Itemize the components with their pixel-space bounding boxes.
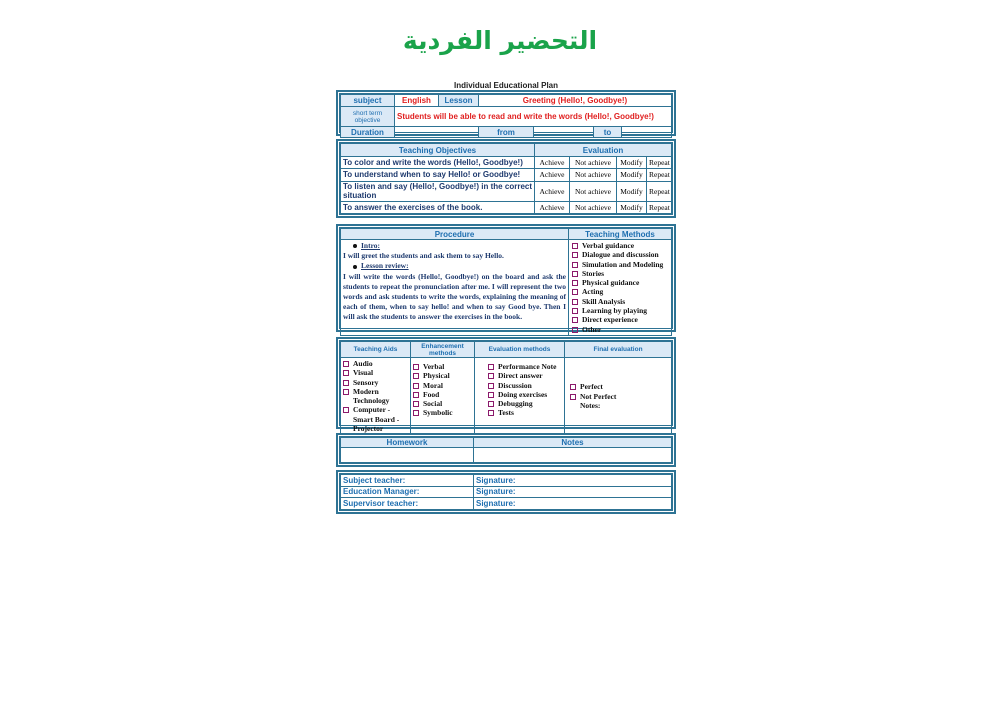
checkbox-icon xyxy=(572,262,578,268)
objective-text: To answer the exercises of the book. xyxy=(341,201,535,213)
list-item[interactable]: Moral xyxy=(412,381,473,390)
list-item[interactable]: Sensory xyxy=(342,378,409,387)
evaluation-methods-header: Evaluation methods xyxy=(475,342,565,358)
checkbox-icon xyxy=(572,252,578,258)
objectives-table xyxy=(340,143,672,214)
checkbox-icon xyxy=(343,361,349,367)
subject-value: English xyxy=(395,95,439,107)
notes-field[interactable] xyxy=(474,448,672,463)
list-item[interactable]: Modern Technology xyxy=(342,387,409,406)
objective-text: To listen and say (Hello!, Goodbye!) in the correct situation xyxy=(341,181,535,201)
procedure-content xyxy=(341,240,569,336)
objectives-block xyxy=(336,139,676,218)
repeat-option[interactable]: Repeat xyxy=(647,169,672,181)
not-achieve-option[interactable]: Not achieve xyxy=(570,201,617,213)
to-label: to xyxy=(594,127,622,138)
objective-row xyxy=(341,157,672,169)
modify-option[interactable]: Modify xyxy=(617,181,647,201)
checkbox-icon xyxy=(413,383,419,389)
list-item[interactable]: Learning by playing xyxy=(571,306,669,315)
repeat-option[interactable]: Repeat xyxy=(647,157,672,169)
checkbox-icon xyxy=(343,370,349,376)
achieve-option[interactable]: Achieve xyxy=(535,181,570,201)
methods-content xyxy=(569,240,672,336)
list-item[interactable]: Visual xyxy=(342,368,409,377)
aids-block xyxy=(336,337,676,434)
list-item[interactable]: Direct experience xyxy=(571,315,669,324)
supervisor-teacher-label: Supervisor teacher: xyxy=(341,498,474,510)
methods-list xyxy=(571,241,669,334)
bullet-icon xyxy=(353,265,357,269)
evaluation-methods-content xyxy=(475,358,565,435)
final-evaluation-header: Final evaluation xyxy=(565,342,672,358)
objective-label: short term objective xyxy=(341,107,395,127)
checkbox-icon xyxy=(572,299,578,305)
list-item[interactable]: Performance Note xyxy=(487,362,563,371)
review-text: I will write the words (Hello!, Goodbye!) on the board and ask the students to repeat the pronunciation after me. I will represent the two words and ask students to write the words, explaining the meaning of each of them, when to say hello! and when to say Good bye. Then I will ask the students to answer the exercises in the book. xyxy=(343,271,566,322)
lesson-info-block xyxy=(336,90,676,136)
lesson-label: Lesson xyxy=(439,95,479,107)
intro-heading: Intro: xyxy=(343,241,566,251)
signatures-table xyxy=(340,474,672,510)
list-item[interactable]: Audio xyxy=(342,359,409,368)
checkbox-icon xyxy=(413,392,419,398)
list-item[interactable]: Acting xyxy=(571,287,669,296)
list-item[interactable]: Skill Analysis xyxy=(571,297,669,306)
list-item[interactable]: Verbal guidance xyxy=(571,241,669,250)
not-achieve-option[interactable]: Not achieve xyxy=(570,157,617,169)
procedure-table xyxy=(340,228,672,336)
duration-value[interactable] xyxy=(395,127,479,138)
objectives-header: Teaching Objectives xyxy=(341,144,535,157)
list-item[interactable]: Verbal xyxy=(412,362,473,371)
checkbox-icon xyxy=(488,410,494,416)
modify-option[interactable]: Modify xyxy=(617,169,647,181)
modify-option[interactable]: Modify xyxy=(617,157,647,169)
education-manager-label: Education Manager: xyxy=(341,486,474,498)
enhancement-list xyxy=(412,362,473,418)
list-item[interactable]: Perfect xyxy=(569,382,670,391)
signature-row xyxy=(341,475,672,487)
aids-table xyxy=(340,341,672,435)
to-value[interactable] xyxy=(622,127,672,138)
checkbox-icon xyxy=(572,271,578,277)
signature-row xyxy=(341,498,672,510)
list-item[interactable]: Stories xyxy=(571,269,669,278)
checkbox-icon xyxy=(572,327,578,333)
objective-value: Students will be able to read and write the words (Hello!, Goodbye!) xyxy=(395,107,672,127)
homework-field[interactable] xyxy=(341,448,474,463)
signature-row xyxy=(341,486,672,498)
signature-field[interactable]: Signature: xyxy=(474,486,672,498)
from-label: from xyxy=(479,127,534,138)
list-item[interactable]: Physical xyxy=(412,371,473,380)
list-item[interactable]: Not Perfect xyxy=(569,392,670,401)
checkbox-icon xyxy=(343,380,349,386)
subject-teacher-label: Subject teacher: xyxy=(341,475,474,487)
checkbox-icon xyxy=(343,389,349,395)
intro-text: I will greet the students and ask them to say Hello. xyxy=(343,251,504,261)
teaching-aids-header: Teaching Aids xyxy=(341,342,411,358)
checkbox-icon xyxy=(488,392,494,398)
checkbox-icon xyxy=(572,243,578,249)
objective-row xyxy=(341,169,672,181)
final-evaluation-list xyxy=(569,382,670,410)
checkbox-icon xyxy=(488,383,494,389)
document-title: Individual Educational Plan xyxy=(453,81,558,90)
subject-label: subject xyxy=(341,95,395,107)
list-item[interactable]: Discussion xyxy=(487,381,563,390)
achieve-option[interactable]: Achieve xyxy=(535,169,570,181)
duration-label: Duration xyxy=(341,127,395,138)
checkbox-icon xyxy=(343,407,349,413)
lesson-info-table xyxy=(340,94,672,138)
list-item[interactable]: Social xyxy=(412,399,473,408)
list-item[interactable]: Direct answer xyxy=(487,371,563,380)
bullet-icon xyxy=(353,244,357,248)
list-item[interactable]: Computer - Smart Board - Projector xyxy=(342,405,409,433)
achieve-option[interactable]: Achieve xyxy=(535,157,570,169)
checkbox-icon xyxy=(488,401,494,407)
list-item[interactable]: Other xyxy=(571,325,669,334)
objective-text: To understand when to say Hello! or Goodbye! xyxy=(341,169,535,181)
final-notes: Notes: xyxy=(580,400,601,410)
checkbox-icon xyxy=(572,280,578,286)
objective-row xyxy=(341,181,672,201)
list-item[interactable]: Symbolic xyxy=(412,408,473,417)
list-item[interactable]: Dialogue and discussion xyxy=(571,250,669,259)
list-item[interactable]: Debugging xyxy=(487,399,563,408)
list-item[interactable]: Doing exercises xyxy=(487,390,563,399)
checkbox-icon xyxy=(572,289,578,295)
evaluation-methods-list xyxy=(487,362,563,418)
checkbox-icon xyxy=(570,394,576,400)
signatures-block xyxy=(336,470,676,514)
evaluation-header: Evaluation xyxy=(535,144,672,157)
final-evaluation-content xyxy=(565,358,672,435)
review-heading: Lesson review: xyxy=(343,261,566,271)
checkbox-icon xyxy=(572,308,578,314)
arabic-page-title: التحضير الفردية xyxy=(402,26,598,55)
repeat-option[interactable]: Repeat xyxy=(647,181,672,201)
procedure-header: Procedure xyxy=(341,229,569,240)
methods-header: Teaching Methods xyxy=(569,229,672,240)
from-value[interactable] xyxy=(534,127,594,138)
homework-table xyxy=(340,437,672,463)
modify-option[interactable]: Modify xyxy=(617,201,647,213)
enhancement-header: Enhancement methods xyxy=(411,342,475,358)
homework-header: Homework xyxy=(341,438,474,448)
notes-header: Notes xyxy=(474,438,672,448)
checkbox-icon xyxy=(413,373,419,379)
signature-field[interactable]: Signature: xyxy=(474,475,672,487)
repeat-option[interactable]: Repeat xyxy=(647,201,672,213)
checkbox-icon xyxy=(572,317,578,323)
list-item[interactable]: Physical guidance xyxy=(571,278,669,287)
checkbox-icon xyxy=(488,373,494,379)
procedure-block xyxy=(336,224,676,332)
not-achieve-option[interactable]: Not achieve xyxy=(570,169,617,181)
checkbox-icon xyxy=(413,401,419,407)
achieve-option[interactable]: Achieve xyxy=(535,201,570,213)
homework-block xyxy=(336,433,676,467)
checkbox-icon xyxy=(413,410,419,416)
list-item[interactable]: Food xyxy=(412,390,473,399)
enhancement-content xyxy=(411,358,475,435)
lesson-value: Greeting (Hello!, Goodbye!) xyxy=(479,95,672,107)
checkbox-icon xyxy=(413,364,419,370)
list-item[interactable]: Simulation and Modeling xyxy=(571,260,669,269)
objective-row xyxy=(341,201,672,213)
list-item[interactable]: Tests xyxy=(487,408,563,417)
objective-text: To color and write the words (Hello!, Goodbye!) xyxy=(341,157,535,169)
not-achieve-option[interactable]: Not achieve xyxy=(570,181,617,201)
signature-field[interactable]: Signature: xyxy=(474,498,672,510)
teaching-aids-content xyxy=(341,358,411,435)
aids-list xyxy=(342,359,409,433)
checkbox-icon xyxy=(570,384,576,390)
checkbox-icon xyxy=(488,364,494,370)
